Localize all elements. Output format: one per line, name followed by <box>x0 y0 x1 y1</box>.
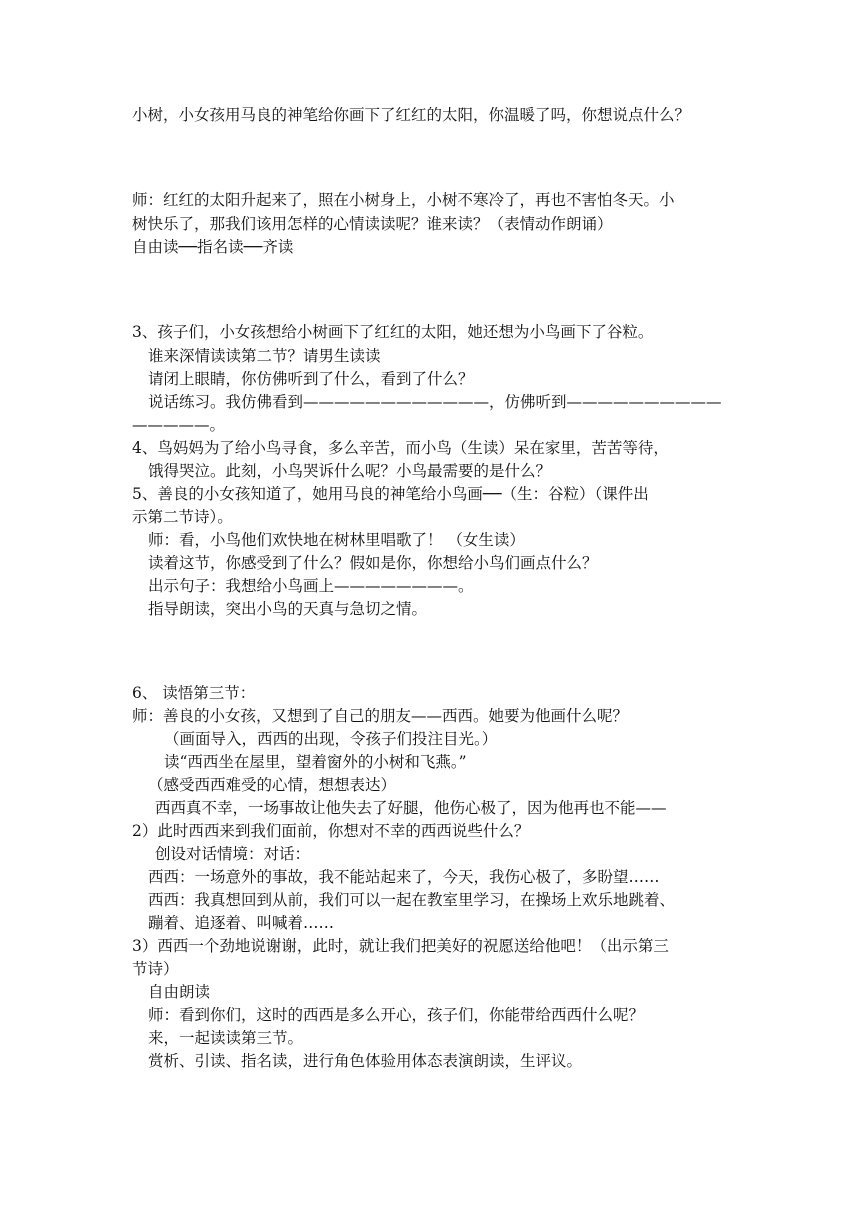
text-line: 师：善良的小女孩，又想到了自己的朋友——西西。她要为他画什么呢？ <box>132 707 629 725</box>
text-line: 师：红红的太阳升起来了，照在小树身上，小树不寒冷了，再也不害怕冬天。小 <box>132 191 675 209</box>
text-line: —————。 <box>132 416 226 434</box>
text-line: 4、鸟妈妈为了给小鸟寻食，多么辛苦，而小鸟（生读）呆在家里，苦苦等待， <box>132 439 669 457</box>
text-line: 读着这节，你感受到了什么？假如是你，你想给小鸟们画点什么？ <box>148 554 598 572</box>
text-line: 3、孩子们，小女孩想给小树画下了红红的太阳，她还想为小鸟画下了谷粒。 <box>132 323 654 341</box>
text-line: 指导朗读，突出小鸟的天真与急切之情。 <box>148 600 428 618</box>
text-line: 出示句子：我想给小鸟画上————————。 <box>148 577 474 595</box>
text-line: 来，一起读读第三节。 <box>148 1029 304 1047</box>
text-line: 6、 读悟第三节： <box>132 684 256 702</box>
text-line: 树快乐了，那我们该用怎样的心情读读呢？谁来读？（表情动作朗诵） <box>132 215 613 233</box>
text-line: 谁来深情读读第二节？请男生读读 <box>148 347 381 365</box>
text-line: 蹦着、追逐着、叫喊着…… <box>148 914 335 932</box>
text-line: 赏析、引读、指名读，进行角色体验用体态表演朗读，生评议。 <box>148 1052 583 1070</box>
text-line: 读“西西坐在屋里，望着窗外的小树和飞燕。” <box>164 753 467 771</box>
text-line: 创设对话情境：对话： <box>155 845 311 863</box>
text-line: 3）西西一个劲地说谢谢，此时，就让我们把美好的祝愿送给他吧！（出示第三 <box>132 937 669 955</box>
text-line: 请闭上眼睛，你仿佛听到了什么，看到了什么？ <box>148 370 474 388</box>
text-line: 5、善良的小女孩知道了，她用马良的神笔给小鸟画──（生：谷粒）（课件出 <box>132 485 649 503</box>
text-line: 说话练习。我仿佛看到————————————，仿佛听到—————————— <box>148 393 722 411</box>
text-line: （画面导入，西西的出现，令孩子们投注目光。） <box>164 730 498 748</box>
text-line: （感受西西难受的心情，想想表达） <box>148 776 397 794</box>
text-line: 自由朗读 <box>148 983 211 1001</box>
text-line: 西西：我真想回到从前，我们可以一起在教室里学习，在操场上欢乐地跳着、 <box>148 891 676 909</box>
text-line: 节诗） <box>132 960 179 978</box>
text-line: 自由读──指名读──齐读 <box>132 238 294 256</box>
text-line: 小树，小女孩用马良的神笔给你画下了红红的太阳，你温暖了吗，你想说点什么？ <box>132 106 691 124</box>
text-line: 西西：一场意外的事故，我不能站起来了，今天，我伤心极了，多盼望…… <box>148 868 660 886</box>
text-line: 师：看到你们，这时的西西是多么开心，孩子们，你能带给西西什么呢？ <box>148 1006 645 1024</box>
text-line: 师：看，小鸟他们欢快地在树林里唱歌了！ （女生读） <box>148 531 525 549</box>
text-line: 示第二节诗）。 <box>132 508 233 526</box>
text-line: 2）此时西西来到我们面前，你想对不幸的西西说些什么？ <box>132 822 530 840</box>
text-line: 饿得哭泣。此刻，小鸟哭诉什么呢？小鸟最需要的是什么？ <box>148 462 552 480</box>
text-line: 西西真不幸，一场事故让他失去了好腿，他伤心极了，因为他再也不能—— <box>155 799 667 817</box>
